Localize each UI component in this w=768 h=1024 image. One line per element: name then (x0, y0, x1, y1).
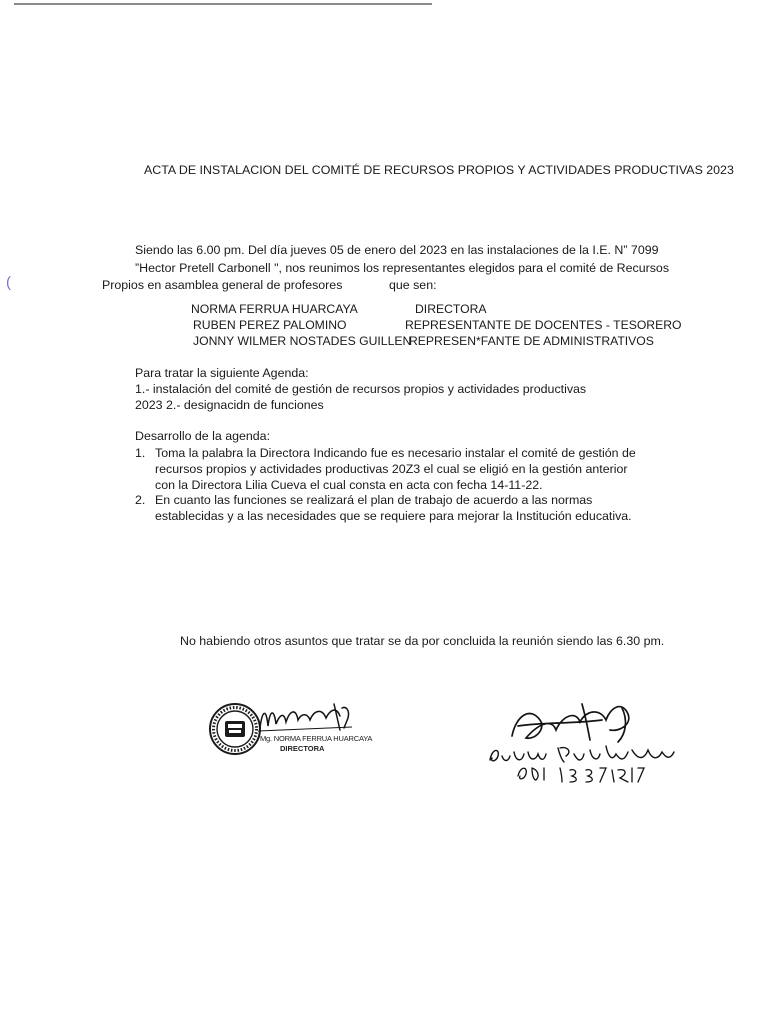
item-line: recursos propios y actividades productivas 20Z3 el cual se eligió en la gestión anterior (155, 462, 628, 476)
member-name: RUBEN PEREZ PALOMINO (193, 318, 347, 332)
item-number: 1. (135, 446, 146, 460)
director-printed-name: Mg. NORMA FERRUA HUARCAYA (260, 734, 373, 743)
item-line: Toma la palabra la Directora Indicando fue es necesario instalar el comité de gestión de (155, 446, 636, 460)
seal-graphic (208, 702, 262, 756)
development-section (135, 428, 636, 523)
agenda-section (135, 365, 586, 413)
item-line: con la Directora Lilia Cueva el cual consta en acta con fecha 14-11-22. (155, 478, 543, 492)
member-name: NORMA FERRUA HUARCAYA (191, 302, 358, 316)
item-number: 2. (135, 493, 146, 507)
item-line: En cuanto las funciones se realizará el plan de trabajo de acuerdo a las normas (155, 493, 593, 507)
director-printed-role: DIRECTORA (280, 744, 325, 753)
member-role: REPRESEN*FANTE DE ADMINISTRATIVOS (409, 334, 654, 348)
member-name: JONNY WILMER NOSTADES GUILLEN (193, 334, 412, 348)
intro-line-1: Siendo las 6.00 pm. Del día jueves 05 de enero del 2023 en las instalaciones de la I.E. N” 7099 (135, 243, 659, 257)
intro-line-3b: que sen: (389, 278, 437, 292)
director-signature (256, 700, 356, 734)
director-signature-block (256, 700, 373, 753)
agenda-line: 2023 2.- designacidn de funciones (135, 398, 324, 412)
agenda-line: 1.- instalación del comité de gestión de recursos propios y actividades productivas (135, 382, 587, 396)
intro-line-3a: Propios en asamblea general de profesores (102, 278, 343, 292)
top-border-line (14, 3, 432, 5)
closing-statement: No habiendo otros asuntos que tratar se da por concluida la reunión siendo las 6.30 pm. (180, 634, 665, 648)
development-heading: Desarrollo de la agenda: (135, 429, 271, 443)
official-seal (208, 702, 262, 761)
margin-mark: ( (6, 274, 11, 291)
item-line: establecidas y a las necesidades que se requiere para mejorar la Institución educativa. (155, 509, 632, 523)
member-role: DIRECTORA (415, 302, 487, 316)
intro-line-2: ”Hector Pretell Carbonell ", nos reunimos los representantes elegidos para el comité de Recursos (135, 261, 670, 275)
development-item (135, 492, 632, 524)
document-title: ACTA DE INSTALACION DEL COMITÉ DE RECURSOS PROPIOS Y ACTIVIDADES PRODUCTIVAS 2023 (144, 163, 734, 177)
member-role: REPRESENTANTE DE DOCENTES - TESORERO (405, 318, 682, 332)
development-item (135, 445, 636, 493)
treasurer-signature (482, 690, 682, 788)
agenda-intro: Para tratar la siguiente Agenda: (135, 366, 309, 380)
treasurer-signature-block (482, 690, 682, 793)
